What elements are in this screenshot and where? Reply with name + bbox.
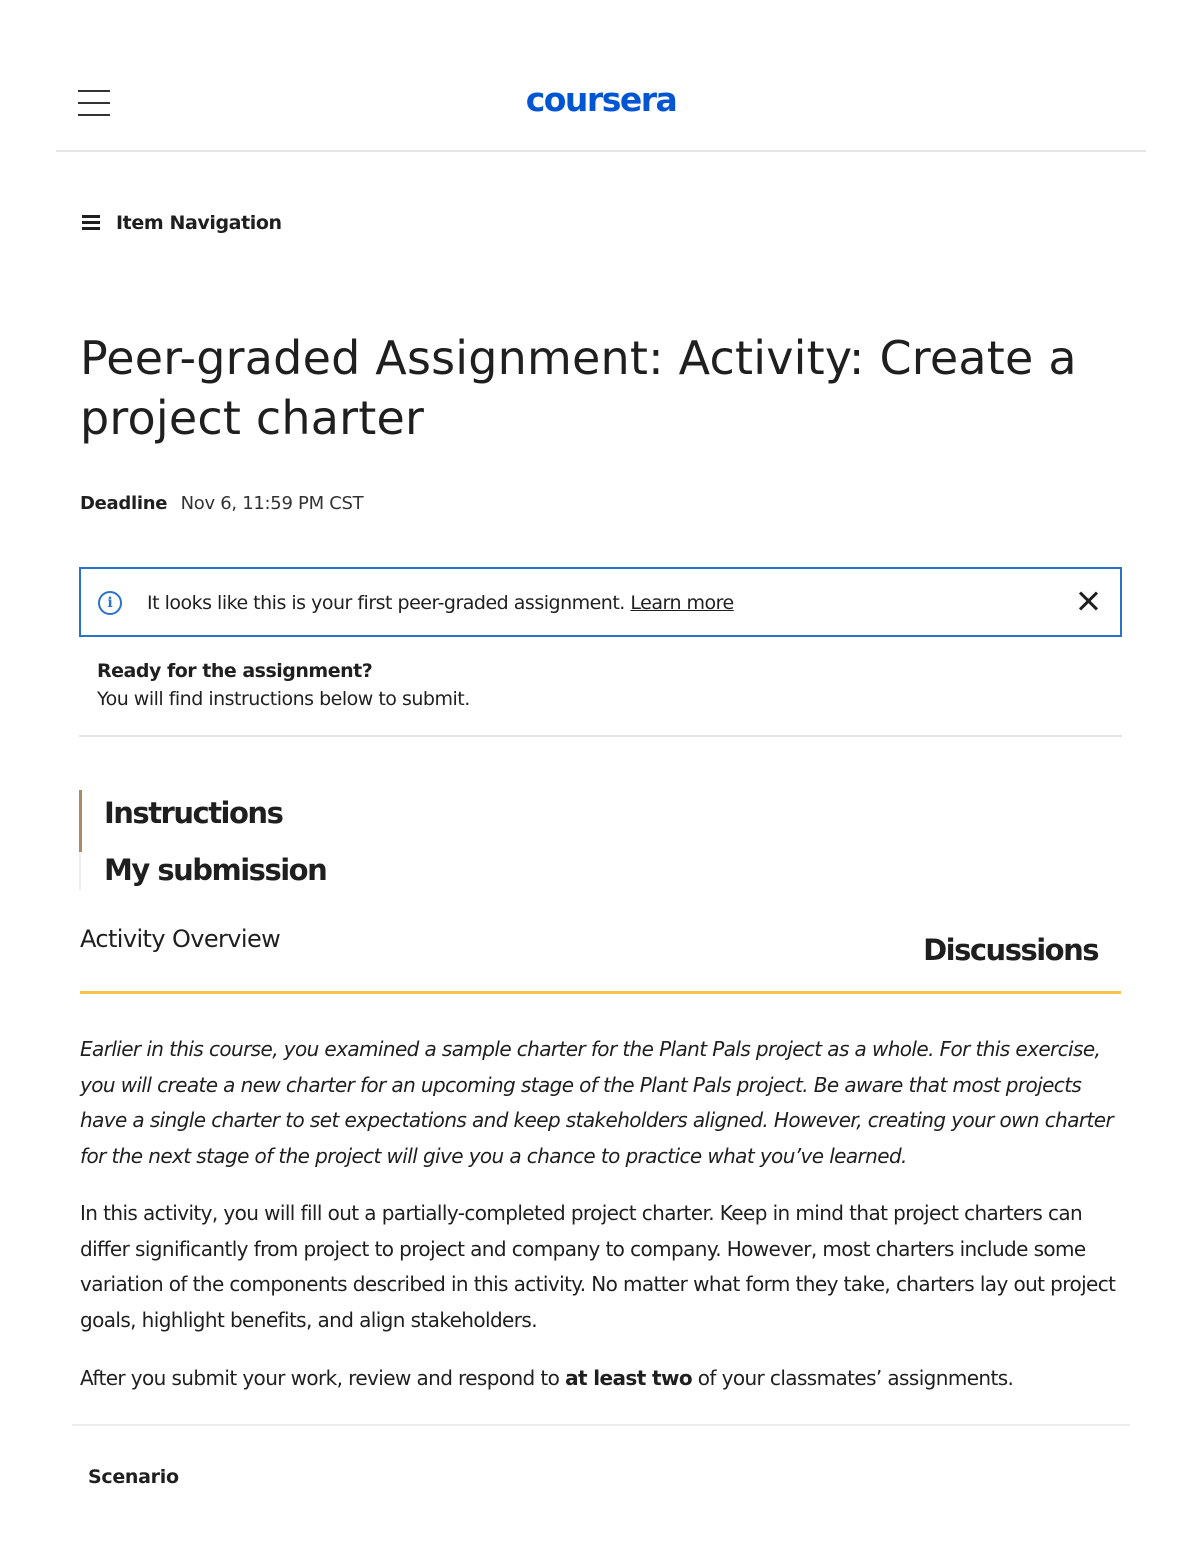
tab-rail	[79, 852, 81, 890]
banner-text: It looks like this is your first peer-graded assignment.	[147, 592, 625, 614]
item-navigation-button[interactable]	[82, 212, 282, 234]
info-icon: i	[98, 591, 122, 615]
close-icon[interactable]	[1072, 585, 1104, 617]
coursera-logo[interactable]: coursera	[525, 80, 677, 119]
active-tab-indicator	[79, 790, 82, 852]
overview-paragraph-2: In this activity, you will fill out a partially-completed project charter. Keep in mind that project charters can differ significantly from project to project and company to company. However, most charters include some variation of the components described in this activity. No matter what form they take, charters lay out project goals, highlight benefits, and align stakeholders.	[80, 1201, 1116, 1332]
tab-instructions[interactable]: Instructions	[104, 796, 283, 830]
overview-paragraph-3	[80, 1361, 1125, 1397]
overview-paragraph-1: Earlier in this course, you examined a sample charter for the Plant Pals project as a whole. For this exercise, you will create a new charter for an upcoming stage of the Plant Pals project. Be aware that most projects have a single charter to set expectations and keep stakeholders aligned. However, creating your own charter for the next stage of the project will give you a chance to practice what you’ve learned.	[80, 1037, 1114, 1168]
discussions-link[interactable]: Discussions	[923, 933, 1098, 967]
activity-overview-heading: Activity Overview	[80, 925, 281, 953]
ready-section	[97, 660, 470, 710]
paragraph-3-bold: at least two	[565, 1366, 693, 1390]
ready-title: Ready for the assignment?	[97, 660, 373, 682]
top-header	[56, 0, 1146, 152]
banner-message	[147, 592, 734, 614]
paragraph-3-after: of your classmates’ assignments.	[692, 1366, 1014, 1390]
item-navigation-label: Item Navigation	[116, 212, 282, 234]
deadline	[80, 493, 363, 514]
ready-subtitle: You will find instructions below to submit.	[97, 688, 470, 710]
scenario-heading: Scenario	[88, 1466, 179, 1488]
hamburger-menu-icon[interactable]	[76, 88, 112, 118]
page-title: Peer-graded Assignment: Activity: Create a project charter	[80, 331, 1077, 445]
deadline-label: Deadline	[80, 493, 168, 514]
tab-my-submission[interactable]: My submission	[104, 853, 327, 887]
list-icon	[82, 214, 102, 232]
first-assignment-banner	[79, 567, 1122, 637]
deadline-value: Nov 6, 11:59 PM CST	[180, 493, 364, 514]
divider	[79, 735, 1122, 737]
paragraph-3-before: After you submit your work, review and respond to	[80, 1366, 566, 1390]
learn-more-link[interactable]: Learn more	[630, 592, 734, 614]
divider	[72, 1424, 1130, 1426]
accent-divider	[80, 991, 1121, 994]
